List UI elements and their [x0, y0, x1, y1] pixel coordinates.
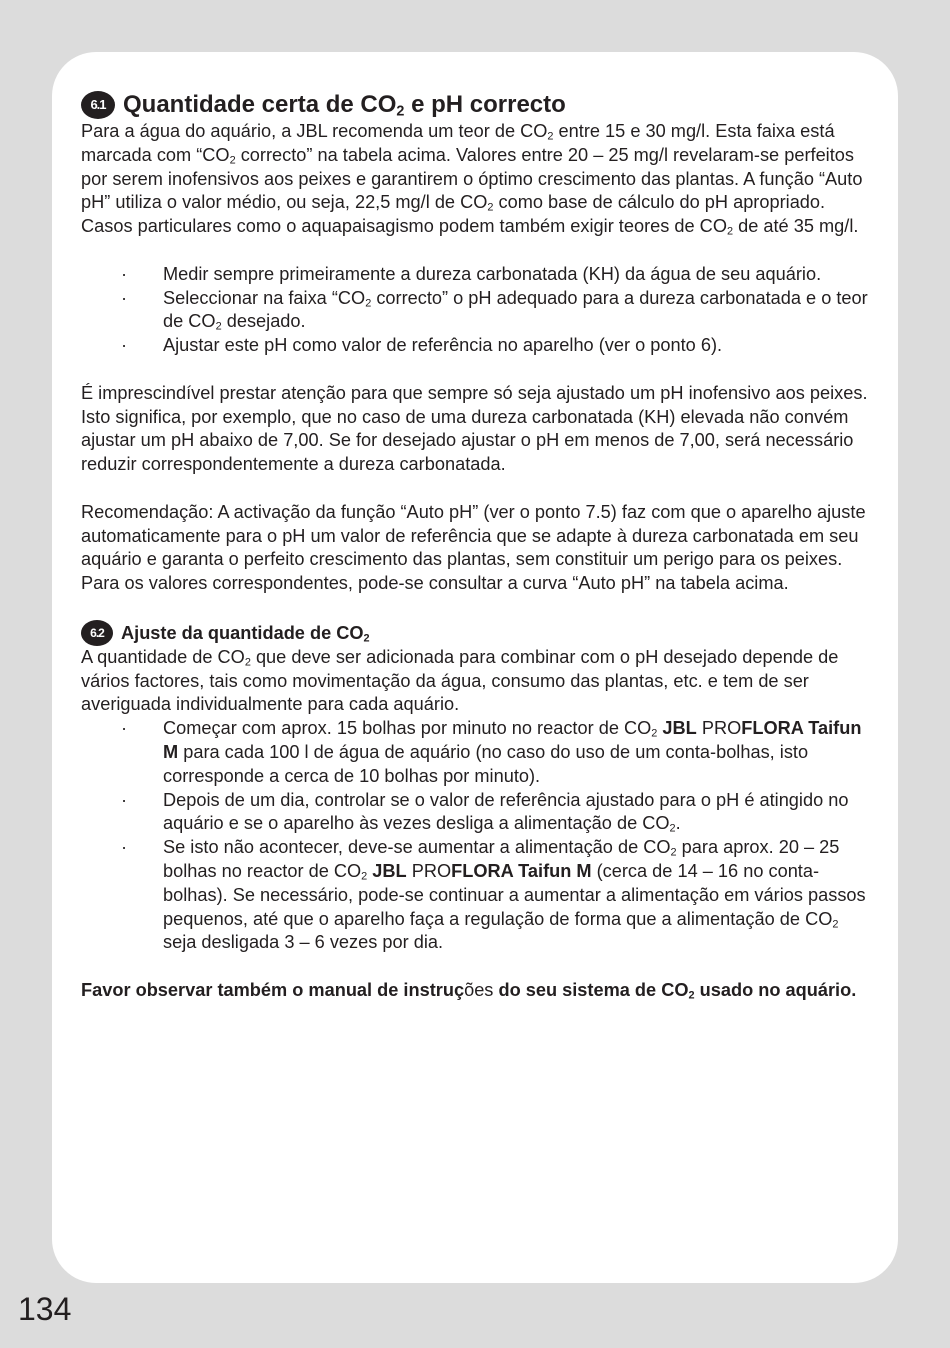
- closing-note: Favor observar também o manual de instruções do seu sistema de $CO_2$ usado no aquário.: [81, 979, 857, 1002]
- paragraph: Para a água do aquário, a JBL recomenda um teor de $CO_2$ entre 15 e 30 mg/l. Esta faixa está marcada com “$CO_2$ correcto” na tabela acima. Valores entre 20 – 25 mg/l revelaram-se perfeitos por serem inofensivos aos peixes e garantirem o óptimo crescimento das plantas. A função “Auto pH” utiliza o valor médio, ou seja, 22,5 mg/l de $CO_2$ como base de cálculo do pH apropriado.: [81, 121, 863, 215]
- section-title: Ajuste da quantidade de $CO_2$: [121, 622, 370, 645]
- paragraph: Recomendação: A activação da função “Auto pH” (ver o ponto 7.5) faz com que o aparelho ajuste automaticamente para o pH um valor de referência que se adapte à dureza carbonatada em seu aquário e garanta o perfeito crescimento das plantas, sem constituir um perigo para os peixes. Para os valores correspondentes, pode-se consultar a curva “Auto pH” na tabela acima.: [81, 501, 866, 594]
- document-body: [81, 90, 871, 1003]
- section-title: Quantidade certa de $CO_2$ e pH correcto: [123, 91, 566, 120]
- list-item: · Seleccionar na faixa “$CO_2$ correcto” o pH adequado para a dureza carbonatada e o teor de $CO_2$ desejado.: [81, 287, 871, 335]
- list-item: · Se isto não acontecer, deve-se aumentar a alimentação de $CO_2$ para aprox. 20 – 25 bolhas no reactor de $CO_2$ JBL PROFLORA Taifun M (cerca de 14 – 16 no conta-bolhas). Se necessário, pode-se continuar a aumentar a alimentação em vários passos pequenos, até que o aparelho faça a regulação de forma que a alimentação de $CO_2$ seja desligada 3 – 6 vezes por dia.: [81, 836, 871, 955]
- section-number-badge: 6.2: [81, 620, 113, 646]
- paragraph: A quantidade de $CO_2$ que deve ser adicionada para combinar com o pH desejado depende de vários factores, tais como movimentação da água, consumo das plantas, etc. e tem de ser averiguada individualmente para cada aquário.: [81, 646, 839, 715]
- section-6-1-heading: [81, 90, 871, 120]
- section-6-2-heading: [81, 620, 871, 646]
- page-number: 134: [18, 1291, 72, 1327]
- paragraph: É imprescindível prestar atenção para que sempre só seja ajustado um pH inofensivo aos peixes. Isto significa, por exemplo, que no caso de uma dureza carbonatada (KH) elevada não convém ajustar um pH abaixo de 7,00. Se for desejado ajustar o pH em menos de 7,00, será necessário reduzir correspondentemente a dureza carbonatada.: [81, 382, 868, 475]
- section-number-badge: 6.1: [81, 91, 115, 119]
- list-item: · Começar com aprox. 15 bolhas por minuto no reactor de $CO_2$ JBL PROFLORA Taifun M para cada 100 l de água de aquário (no caso do uso de um conta-bolhas, isto corresponde a cerca de 10 bolhas por minuto).: [81, 717, 871, 788]
- bullet-list: [81, 717, 871, 955]
- paragraph: Casos particulares como o aquapaisagismo podem também exigir teores de $CO_2$ de até 35 mg/l.: [81, 216, 859, 238]
- list-item: · Ajustar este pH como valor de referência no aparelho (ver o ponto 6).: [81, 334, 871, 358]
- list-item: · Depois de um dia, controlar se o valor de referência ajustado para o pH é atingido no aquário e se o aparelho às vezes desliga a alimentação de $CO_2$.: [81, 789, 871, 837]
- list-item: · Medir sempre primeiramente a dureza carbonatada (KH) da água de seu aquário.: [81, 263, 871, 287]
- bullet-list: [81, 263, 871, 358]
